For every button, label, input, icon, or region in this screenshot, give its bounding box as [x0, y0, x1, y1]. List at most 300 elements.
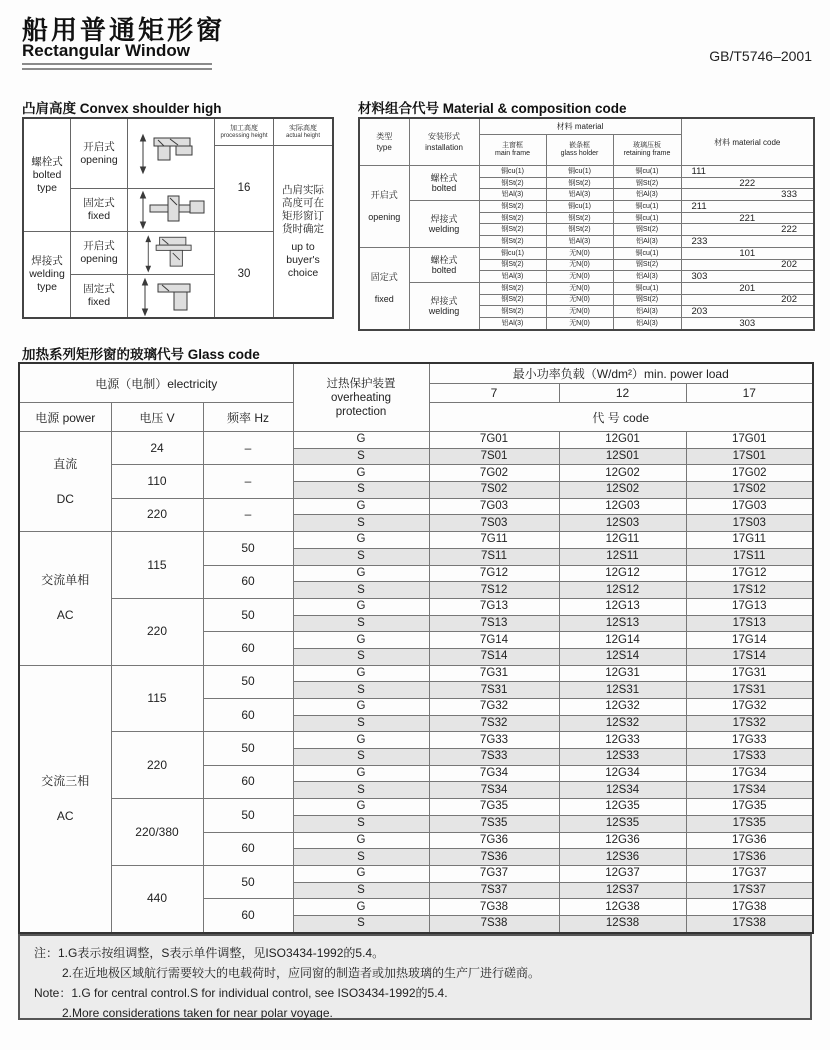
glass-code-cell: 12G13 — [559, 598, 686, 615]
actual-height-header — [274, 119, 332, 145]
glass-code-cell: 17S35 — [686, 815, 813, 832]
glass-code-cell: 12G35 — [559, 799, 686, 816]
glass-code-cell: 12S03 — [559, 515, 686, 532]
convex-shoulder-table — [22, 117, 334, 319]
material-row — [359, 166, 814, 178]
header-zh: 实际高度 — [289, 124, 317, 132]
frequency-cell: 50 — [203, 799, 293, 832]
protection-cell: G — [293, 465, 429, 482]
main-frame-header — [479, 135, 546, 166]
material-retain-cell: 铝Al(3) — [613, 271, 681, 283]
material-main-cell: 钢St(2) — [479, 212, 546, 224]
glass-code-cell: 17S12 — [686, 582, 813, 599]
material-main-cell: 钢St(2) — [479, 294, 546, 306]
voltage-cell: 220/380 — [111, 799, 203, 866]
material-holder-cell: 无N(0) — [546, 294, 613, 306]
glass-code-cell: 17S32 — [686, 715, 813, 732]
install-en: opening — [80, 253, 118, 265]
material-code-cell: 111 — [681, 166, 814, 178]
cross-section-diagram-welding-fixed — [128, 275, 214, 317]
protection-cell: G — [293, 532, 429, 549]
glass-code-cell: 7S31 — [429, 682, 559, 699]
material-type-cell-zh: 开启式 — [370, 190, 398, 201]
processing-height-value: 30 — [215, 232, 273, 317]
frequency-cell: 50 — [203, 732, 293, 765]
material-main-cell: 铝Al(3) — [479, 317, 546, 329]
material-code-cell: 222 — [681, 177, 814, 189]
material-retain-cell: 铝Al(3) — [613, 236, 681, 248]
glass-code-cell: 17G12 — [686, 565, 813, 582]
glass-code-cell: 17S02 — [686, 482, 813, 499]
note-line-zh-2: 2.在近地极区域航行需要较大的电载荷时，应同窗的制造者或加热玻璃的生产厂进行磋商。 — [62, 966, 541, 980]
material-install-cell — [409, 247, 479, 282]
protection-cell: S — [293, 582, 429, 599]
material-code-cell: 203 — [681, 306, 814, 318]
glass-code-cell: 7S11 — [429, 548, 559, 565]
protection-cell: G — [293, 832, 429, 849]
power-type-cell-zh: 交流单相 — [41, 573, 90, 588]
glass-code-cell: 7G37 — [429, 865, 559, 882]
convex-install-cell — [71, 189, 127, 231]
material-retain-cell: 铜cu(1) — [613, 212, 681, 224]
glass-code-cell: 7S36 — [429, 849, 559, 866]
material-holder-cell: 铜cu(1) — [546, 166, 613, 178]
glass-code-cell: 7S33 — [429, 749, 559, 766]
load-7-header: 7 — [429, 384, 559, 403]
material-retain-cell: 铜cu(1) — [613, 247, 681, 259]
glass-code-cell: 7G38 — [429, 899, 559, 916]
glass-code-cell: 12S38 — [559, 915, 686, 932]
material-code-cell: 333 — [681, 189, 814, 201]
frequency-header: 频率 Hz — [203, 403, 293, 432]
glass-code-cell: 17S38 — [686, 915, 813, 932]
protection-cell: S — [293, 749, 429, 766]
glass-code-cell: 17S34 — [686, 782, 813, 799]
glass-code-cell: 17G03 — [686, 498, 813, 515]
frequency-cell: – — [203, 432, 293, 465]
protection-cell: S — [293, 648, 429, 665]
material-type-cell-zh: 固定式 — [370, 272, 398, 283]
voltage-cell: 110 — [111, 465, 203, 498]
voltage-cell: 24 — [111, 432, 203, 465]
material-code-cell: 233 — [681, 236, 814, 248]
glass-code-cell: 17G35 — [686, 799, 813, 816]
frequency-cell: 50 — [203, 665, 293, 698]
glass-code-cell: 12G38 — [559, 899, 686, 916]
voltage-cell: 115 — [111, 665, 203, 732]
glass-code-cell: 12S31 — [559, 682, 686, 699]
protection-cell: S — [293, 882, 429, 899]
install-zh: 固定式 — [83, 283, 115, 295]
protection-cell: S — [293, 715, 429, 732]
frequency-cell: 50 — [203, 532, 293, 565]
glass-code-cell: 12G37 — [559, 865, 686, 882]
cross-section-icon — [130, 276, 212, 316]
glass-code-cell: 17G32 — [686, 699, 813, 716]
material-code-header: 材料 material code — [681, 118, 814, 166]
material-main-cell: 铜cu(1) — [479, 247, 546, 259]
power-type-cell-zh: 直流 — [53, 456, 78, 471]
glass-code-cell: 7G01 — [429, 432, 559, 449]
glass-row — [19, 799, 813, 816]
glass-code-cell: 17S03 — [686, 515, 813, 532]
material-holder-cell: 钢St(2) — [546, 212, 613, 224]
glass-code-cell: 12G32 — [559, 699, 686, 716]
protection-cell: S — [293, 615, 429, 632]
glass-code-cell: 7G14 — [429, 632, 559, 649]
material-retain-cell: 铜cu(1) — [613, 282, 681, 294]
glass-code-cell: 7G33 — [429, 732, 559, 749]
glass-code-cell: 17G11 — [686, 532, 813, 549]
glass-row — [19, 432, 813, 449]
page-subtitle: Rectangular Window — [22, 41, 190, 60]
material-section-title: 材料组合代号 Material & composition code — [358, 101, 627, 116]
glass-row — [19, 732, 813, 749]
glass-section-title: 加热系列矩形窗的玻璃代号 Glass code — [22, 347, 260, 362]
glass-code-cell: 12G11 — [559, 532, 686, 549]
protection-cell: G — [293, 432, 429, 449]
voltage-cell: 115 — [111, 532, 203, 599]
material-retain-cell: 铜cu(1) — [613, 201, 681, 213]
protection-cell: G — [293, 865, 429, 882]
material-retain-cell: 铝Al(3) — [613, 189, 681, 201]
convex-install-cell — [71, 119, 127, 188]
material-holder-cell: 无N(0) — [546, 247, 613, 259]
glass-code-cell: 7S38 — [429, 915, 559, 932]
material-main-cell: 钢St(2) — [479, 306, 546, 318]
material-holder-cell: 无N(0) — [546, 282, 613, 294]
material-type-cell-en: opening — [368, 212, 401, 223]
protection-cell: G — [293, 632, 429, 649]
glass-code-cell: 7S32 — [429, 715, 559, 732]
voltage-cell: 220 — [111, 498, 203, 531]
glass-code-cell: 17G36 — [686, 832, 813, 849]
protection-cell: S — [293, 682, 429, 699]
convex-section-title: 凸肩高度 Convex shoulder high — [22, 101, 222, 116]
power-header: 电源 power — [19, 403, 111, 432]
protection-cell: S — [293, 782, 429, 799]
glass-code-cell: 7G03 — [429, 498, 559, 515]
glass-code-cell: 17G33 — [686, 732, 813, 749]
protection-cell: G — [293, 665, 429, 682]
header-en: type — [376, 143, 392, 152]
glass-code-cell: 17S36 — [686, 849, 813, 866]
install-en: opening — [80, 153, 118, 166]
material-install-cell-zh: 螺栓式 — [430, 254, 458, 265]
material-main-cell: 钢St(2) — [479, 224, 546, 236]
glass-row — [19, 465, 813, 482]
cross-section-icon — [130, 130, 212, 178]
material-install-cell — [409, 166, 479, 201]
glass-code-cell: 12S13 — [559, 615, 686, 632]
material-type-cell-en: fixed — [374, 294, 394, 305]
convex-install-cell — [71, 275, 127, 317]
glass-code-cell: 7S14 — [429, 648, 559, 665]
material-main-cell: 钢St(2) — [479, 201, 546, 213]
glass-code-cell: 17S31 — [686, 682, 813, 699]
glass-code-cell: 12G01 — [559, 432, 686, 449]
glass-code-cell: 7G34 — [429, 765, 559, 782]
glass-code-cell: 7S03 — [429, 515, 559, 532]
material-retain-cell: 钢St(2) — [613, 259, 681, 271]
material-retain-cell: 铜cu(1) — [613, 166, 681, 178]
material-composition-table — [358, 117, 815, 331]
power-type-cell-en: AC — [56, 608, 74, 623]
frequency-cell: 60 — [203, 832, 293, 865]
header-en: processing height — [220, 132, 268, 139]
processing-height-header — [215, 119, 273, 145]
frequency-cell: 60 — [203, 899, 293, 933]
glass-code-cell: 12G31 — [559, 665, 686, 682]
header-zh: 过热保护装置 — [326, 377, 396, 390]
glass-code-cell: 7S13 — [429, 615, 559, 632]
convex-type-bolted — [24, 119, 70, 231]
header-en: glass holder — [560, 150, 599, 157]
glass-code-cell: 17S33 — [686, 749, 813, 766]
protection-cell: G — [293, 565, 429, 582]
material-row — [359, 282, 814, 294]
material-main-cell: 钢St(2) — [479, 236, 546, 248]
glass-code-cell: 17G37 — [686, 865, 813, 882]
power-type-cell — [19, 432, 111, 532]
material-code-cell: 101 — [681, 247, 814, 259]
glass-row — [19, 865, 813, 882]
material-main-cell: 钢St(2) — [479, 177, 546, 189]
cross-section-diagram-welding-opening — [128, 232, 214, 274]
glass-code-cell: 12G36 — [559, 832, 686, 849]
power-type-cell-en: AC — [56, 808, 74, 823]
material-code-cell: 211 — [681, 201, 814, 213]
glass-code-cell: 12G33 — [559, 732, 686, 749]
glass-code-cell: 7G02 — [429, 465, 559, 482]
glass-code-cell: 7S35 — [429, 815, 559, 832]
material-holder-cell: 铜cu(1) — [546, 201, 613, 213]
protection-cell: G — [293, 765, 429, 782]
material-install-cell — [409, 282, 479, 329]
frequency-cell: 50 — [203, 865, 293, 898]
frequency-cell: – — [203, 465, 293, 498]
material-code-cell: 303 — [681, 271, 814, 283]
glass-code-table — [18, 362, 814, 934]
install-zh: 开启式 — [83, 240, 115, 252]
glass-code-cell: 17G34 — [686, 765, 813, 782]
header-en: installation — [425, 143, 463, 152]
note-line-en-2: 2.More considerations taken for near polar voyage. — [62, 1006, 333, 1020]
header-zh: 主窗框 — [502, 142, 523, 149]
glass-code-cell: 12G03 — [559, 498, 686, 515]
voltage-cell: 220 — [111, 598, 203, 665]
voltage-cell: 440 — [111, 865, 203, 932]
protection-cell: S — [293, 482, 429, 499]
protection-cell: G — [293, 598, 429, 615]
note-line-en-1: Note：1.G for central control.S for individual control, see ISO3434-1992的5.4. — [34, 986, 448, 1000]
material-install-cell-en: bolted — [431, 264, 457, 275]
install-en: fixed — [87, 296, 111, 308]
power-type-cell-zh: 交流三相 — [41, 773, 90, 788]
header-en: protection — [335, 405, 387, 418]
electricity-header: 电源（电制）electricity — [19, 363, 293, 403]
glass-code-cell: 12S36 — [559, 849, 686, 866]
glass-code-cell: 12S32 — [559, 715, 686, 732]
protection-cell: S — [293, 548, 429, 565]
glass-code-cell: 7S37 — [429, 882, 559, 899]
code-label-header: 代 号 code — [429, 403, 813, 432]
header-zh: 类型 — [376, 132, 393, 141]
material-code-cell: 222 — [681, 224, 814, 236]
actual-height-note — [274, 146, 332, 317]
protection-cell: G — [293, 699, 429, 716]
glass-code-cell: 17S37 — [686, 882, 813, 899]
install-zh: 固定式 — [83, 197, 115, 209]
material-holder-cell: 铝Al(3) — [546, 236, 613, 248]
frequency-cell: 50 — [203, 598, 293, 631]
glass-code-cell: 12S02 — [559, 482, 686, 499]
page-title: 船用普通矩形窗 — [22, 15, 226, 45]
glass-code-cell: 12S01 — [559, 448, 686, 465]
material-retain-cell: 钢St(2) — [613, 177, 681, 189]
material-main-cell: 钢St(2) — [479, 282, 546, 294]
glass-code-cell: 12S14 — [559, 648, 686, 665]
glass-code-cell: 17S13 — [686, 615, 813, 632]
protection-cell: S — [293, 448, 429, 465]
glass-code-cell: 7S02 — [429, 482, 559, 499]
title-divider — [22, 63, 212, 70]
header-en: main frame — [494, 150, 530, 157]
material-retain-cell: 钢St(2) — [613, 224, 681, 236]
material-group-header: 材料 material — [479, 118, 681, 135]
standard-code: GB/T5746–2001 — [709, 48, 812, 64]
notes-box — [18, 934, 812, 1020]
material-main-cell: 铝Al(3) — [479, 189, 546, 201]
protection-cell: G — [293, 732, 429, 749]
glass-code-cell: 7G32 — [429, 699, 559, 716]
material-install-cell-en: welding — [428, 223, 460, 234]
cross-section-diagram-bolted-opening — [128, 119, 214, 188]
glass-code-cell: 12S34 — [559, 782, 686, 799]
glass-row — [19, 532, 813, 549]
material-main-cell: 钢St(2) — [479, 259, 546, 271]
glass-row — [19, 598, 813, 615]
type-label-en: type — [37, 181, 57, 194]
voltage-cell: 220 — [111, 732, 203, 799]
header-zh: 加工高度 — [230, 124, 258, 132]
note-zh: 凸肩实际高度可在矩形窗订货时确定 — [282, 183, 324, 235]
material-retain-cell: 铝Al(3) — [613, 317, 681, 329]
frequency-cell: 60 — [203, 699, 293, 732]
frequency-cell: 60 — [203, 632, 293, 665]
type-label-en: bolted — [32, 168, 62, 181]
material-row — [359, 247, 814, 259]
glass-code-cell: 17S11 — [686, 548, 813, 565]
load-12-header: 12 — [559, 384, 686, 403]
material-install-header — [409, 118, 479, 166]
protection-cell: S — [293, 815, 429, 832]
material-code-cell: 202 — [681, 294, 814, 306]
protection-cell: S — [293, 515, 429, 532]
material-install-cell-en: welding — [428, 305, 460, 316]
protection-cell: S — [293, 849, 429, 866]
glass-code-cell: 12G02 — [559, 465, 686, 482]
material-install-cell-zh: 焊接式 — [430, 213, 458, 224]
glass-code-cell: 17G38 — [686, 899, 813, 916]
install-zh: 开启式 — [83, 140, 115, 153]
header-en: overheating — [330, 391, 392, 404]
material-install-cell — [409, 201, 479, 248]
type-label-en: type — [37, 281, 57, 293]
material-row — [359, 201, 814, 213]
glass-code-cell: 17G01 — [686, 432, 813, 449]
material-type-cell — [359, 247, 409, 329]
material-type-header — [359, 118, 409, 166]
type-label-zh: 螺栓式 — [31, 155, 63, 168]
glass-row — [19, 665, 813, 682]
glass-code-cell: 17G13 — [686, 598, 813, 615]
retaining-frame-header — [613, 135, 681, 166]
header-zh: 嵌条框 — [569, 142, 590, 149]
glass-code-cell: 17S14 — [686, 648, 813, 665]
material-holder-cell: 无N(0) — [546, 271, 613, 283]
material-install-cell-en: bolted — [431, 183, 457, 194]
material-retain-cell: 铝Al(3) — [613, 306, 681, 318]
glass-holder-header — [546, 135, 613, 166]
glass-code-cell: 12G12 — [559, 565, 686, 582]
convex-install-cell — [71, 232, 127, 274]
glass-code-cell: 12G34 — [559, 765, 686, 782]
frequency-cell: 60 — [203, 565, 293, 598]
type-label-zh: 焊接式 — [31, 255, 63, 267]
material-retain-cell: 钢St(2) — [613, 294, 681, 306]
material-code-cell: 303 — [681, 317, 814, 329]
glass-code-cell: 12G14 — [559, 632, 686, 649]
protection-cell: G — [293, 799, 429, 816]
glass-code-cell: 7S34 — [429, 782, 559, 799]
glass-code-cell: 12S11 — [559, 548, 686, 565]
protection-cell: G — [293, 498, 429, 515]
material-holder-cell: 铝Al(3) — [546, 189, 613, 201]
frequency-cell: – — [203, 498, 293, 531]
glass-code-cell: 7G36 — [429, 832, 559, 849]
glass-code-cell: 12S37 — [559, 882, 686, 899]
header-en: retaining frame — [623, 150, 671, 157]
glass-row — [19, 498, 813, 515]
note-line-zh-1: 注：1.G表示按组调整，S表示单件调整，见ISO3434-1992的5.4。 — [34, 946, 385, 960]
material-install-cell-zh: 焊接式 — [430, 295, 458, 306]
voltage-header: 电压 V — [111, 403, 203, 432]
glass-code-cell: 7G13 — [429, 598, 559, 615]
install-en: fixed — [87, 210, 111, 222]
material-type-cell — [359, 166, 409, 248]
protection-cell: S — [293, 915, 429, 932]
frequency-cell: 60 — [203, 765, 293, 798]
glass-code-cell: 7G12 — [429, 565, 559, 582]
material-holder-cell: 无N(0) — [546, 306, 613, 318]
material-holder-cell: 钢St(2) — [546, 224, 613, 236]
power-type-cell-en: DC — [56, 491, 74, 506]
header-zh: 安装形式 — [428, 132, 460, 141]
glass-code-cell: 7G35 — [429, 799, 559, 816]
glass-code-cell: 17S01 — [686, 448, 813, 465]
glass-code-cell: 17G14 — [686, 632, 813, 649]
glass-code-cell: 12S35 — [559, 815, 686, 832]
convex-type-welding — [24, 232, 70, 317]
power-type-cell — [19, 665, 111, 933]
glass-code-cell: 12S12 — [559, 582, 686, 599]
protection-cell: G — [293, 899, 429, 916]
material-code-cell: 221 — [681, 212, 814, 224]
header-zh: 玻璃压板 — [633, 142, 661, 149]
material-code-cell: 201 — [681, 282, 814, 294]
min-power-load-header: 最小功率负载（W/dm²）min. power load — [429, 363, 813, 384]
